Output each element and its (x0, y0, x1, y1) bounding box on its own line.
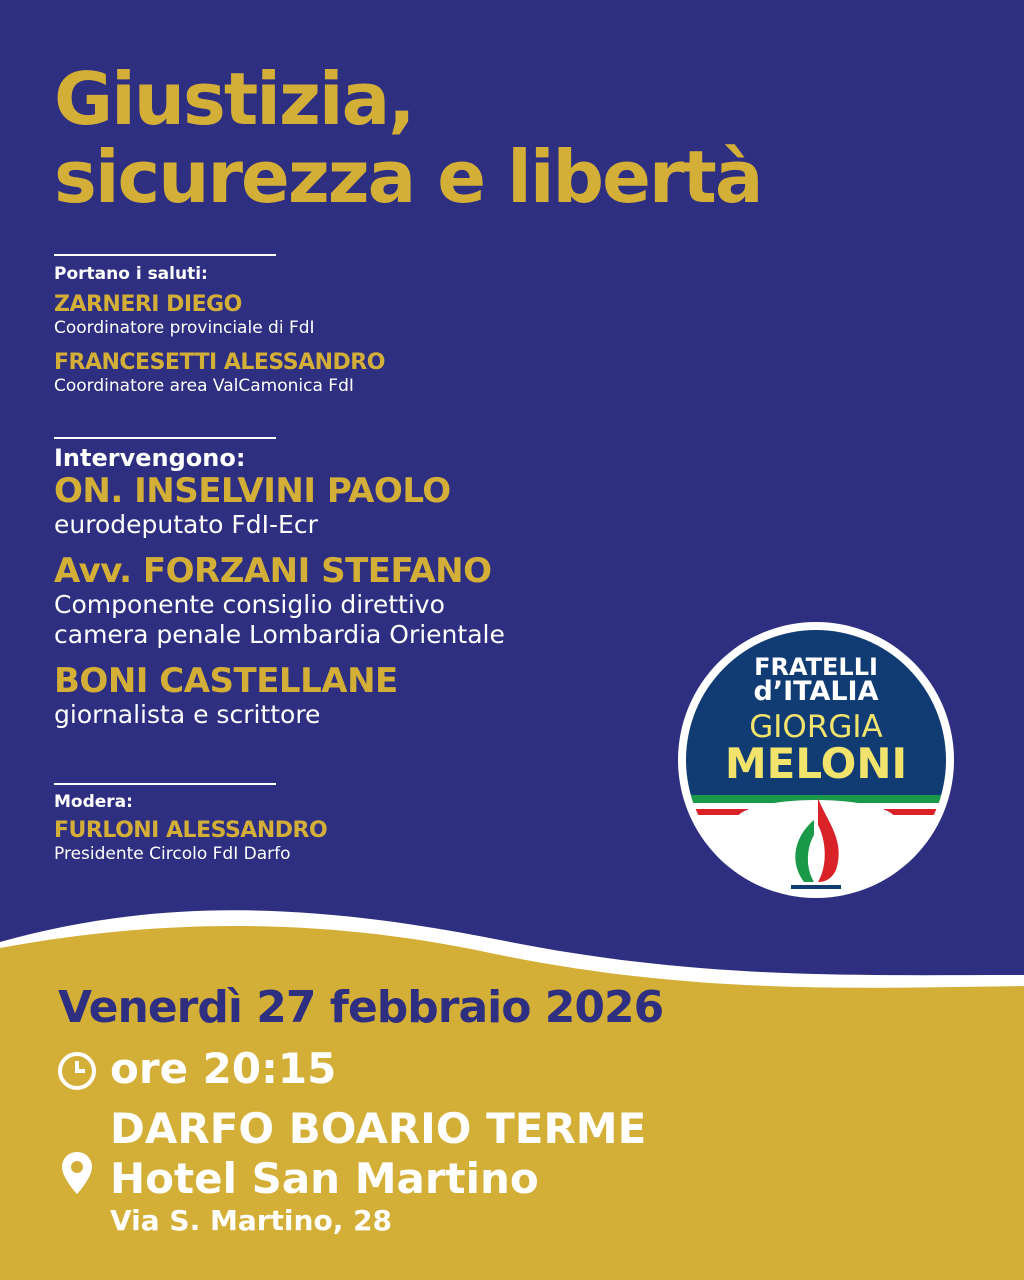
event-date: Venerdì 27 febbraio 2026 (58, 982, 664, 1033)
list-item: Avv. FORZANI STEFANO Componente consiglio direttivo camera penale Lombardia Orientale (54, 551, 505, 649)
divider (54, 783, 276, 785)
event-time: ore 20:15 (110, 1044, 337, 1093)
list-item: BONI CASTELLANE giornalista e scrittore (54, 661, 398, 729)
speakers-section: Intervengono: ON. INSELVINI PAOLO eurodeputato FdI-Ecr Avv. FORZANI STEFANO Componente consiglio direttivo camera penale Lombardia Orientale BONI CASTELLANE giornalista e scrittore (54, 444, 505, 729)
event-place: DARFO BOARIO TERME Hotel San Martino (110, 1104, 647, 1203)
list-item: ZARNERI DIEGO Coordinatore provinciale di FdI (54, 292, 315, 338)
location-pin-icon (60, 1150, 94, 1196)
clock-icon (56, 1050, 98, 1092)
svg-text:FRATELLI: FRATELLI (754, 653, 878, 681)
moderator-section: Modera: FURLONI ALESSANDRO Presidente Circolo FdI Darfo (54, 792, 328, 864)
list-item: ON. INSELVINI PAOLO eurodeputato FdI-Ecr (54, 471, 451, 539)
list-item: FRANCESETTI ALESSANDRO Coordinatore area ValCamonica FdI (54, 350, 385, 396)
svg-text:GIORGIA: GIORGIA (749, 709, 883, 745)
event-address: Via S. Martino, 28 (110, 1204, 393, 1237)
svg-text:MELONI: MELONI (724, 739, 908, 788)
divider (54, 437, 276, 439)
svg-text:d’ITALIA: d’ITALIA (753, 676, 879, 707)
page-title: Giustizia, sicurezza e libertà (54, 57, 762, 219)
party-logo (676, 620, 956, 900)
greetings-section: Portano i saluti: ZARNERI DIEGO Coordinatore provinciale di FdI FRANCESETTI ALESSANDRO Coordinatore area ValCamonica FdI (54, 264, 385, 396)
divider (54, 254, 276, 256)
